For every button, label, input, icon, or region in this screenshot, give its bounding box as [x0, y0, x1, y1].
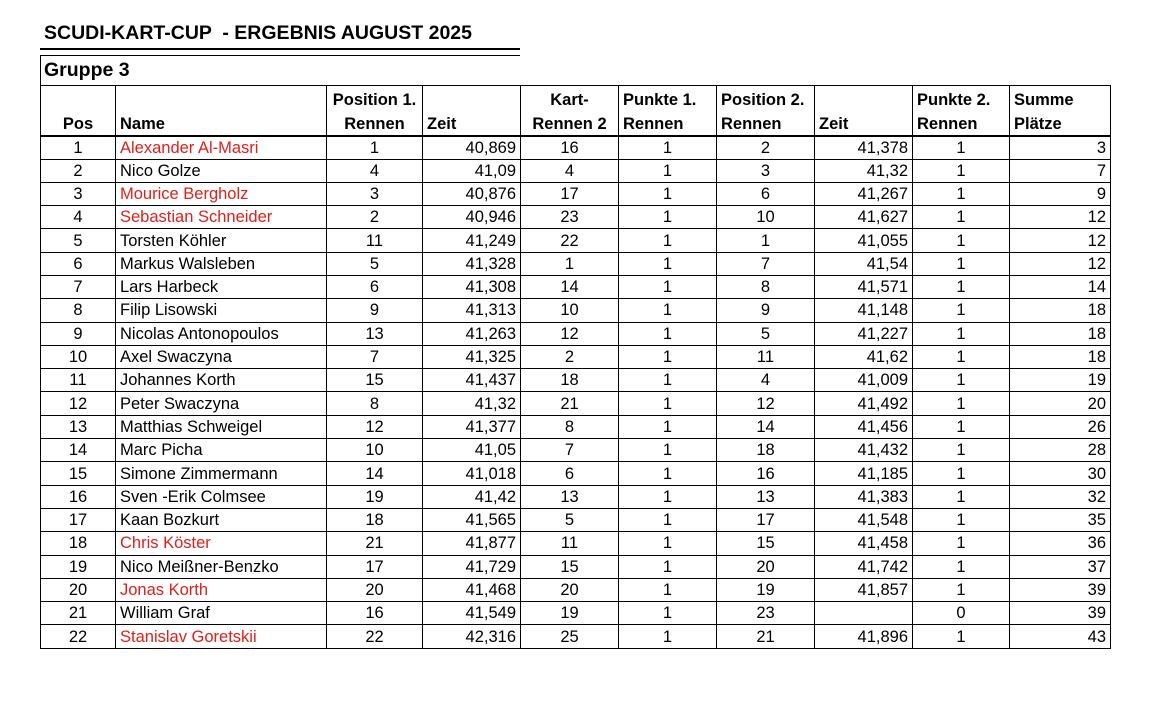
cell-position-race1: 11 — [327, 229, 423, 252]
cell-pos: 20 — [41, 578, 116, 601]
cell-points-race2: 1 — [913, 182, 1010, 205]
table-row — [41, 345, 1111, 368]
cell-pos: 9 — [41, 322, 116, 345]
cell-position-race2: 1 — [717, 229, 815, 252]
cell-points-race2: 1 — [913, 555, 1010, 578]
cell-position-race2: 23 — [717, 602, 815, 625]
cell-time-race2: 41,456 — [815, 415, 913, 438]
cell-name: Mourice Bergholz — [116, 182, 327, 205]
cell-time-race1: 41,018 — [423, 462, 521, 485]
table-row — [41, 532, 1111, 555]
cell-name: Sebastian Schneider — [116, 206, 327, 229]
cell-pos: 18 — [41, 532, 116, 555]
cell-kart-race2: 4 — [521, 159, 619, 182]
table-row — [41, 182, 1111, 205]
cell-position-race1: 12 — [327, 415, 423, 438]
cell-name: Matthias Schweigel — [116, 415, 327, 438]
cell-name: Marc Picha — [116, 439, 327, 462]
cell-time-race1: 41,05 — [423, 439, 521, 462]
cell-kart-race2: 12 — [521, 322, 619, 345]
cell-points-race1: 1 — [619, 159, 717, 182]
cell-points-race2: 1 — [913, 439, 1010, 462]
cell-name: Jonas Korth — [116, 578, 327, 601]
cell-time-race1: 41,42 — [423, 485, 521, 508]
table-row — [41, 299, 1111, 322]
cell-time-race1: 40,876 — [423, 182, 521, 205]
cell-points-race1: 1 — [619, 578, 717, 601]
cell-position-race2: 3 — [717, 159, 815, 182]
cell-position-race2: 18 — [717, 439, 815, 462]
cell-name: Alexander Al-Masri — [116, 136, 327, 160]
cell-position-race1: 16 — [327, 602, 423, 625]
cell-time-race2: 41,54 — [815, 252, 913, 275]
cell-position-race2: 8 — [717, 275, 815, 298]
cell-time-race2: 41,857 — [815, 578, 913, 601]
cell-kart-race2: 14 — [521, 275, 619, 298]
cell-time-race2: 41,627 — [815, 206, 913, 229]
cell-sum-places: 35 — [1010, 508, 1111, 531]
cell-sum-places: 14 — [1010, 275, 1111, 298]
cell-kart-race2: 8 — [521, 415, 619, 438]
cell-points-race1: 1 — [619, 252, 717, 275]
cell-pos: 6 — [41, 252, 116, 275]
cell-time-race1: 41,263 — [423, 322, 521, 345]
cell-position-race1: 4 — [327, 159, 423, 182]
table-row — [41, 322, 1111, 345]
cell-points-race2: 1 — [913, 229, 1010, 252]
cell-kart-race2: 2 — [521, 345, 619, 368]
cell-kart-race2: 20 — [521, 578, 619, 601]
cell-points-race2: 1 — [913, 625, 1010, 648]
table-row — [41, 602, 1111, 625]
cell-name: Filip Lisowski — [116, 299, 327, 322]
cell-sum-places: 30 — [1010, 462, 1111, 485]
cell-points-race2: 1 — [913, 206, 1010, 229]
cell-position-race1: 20 — [327, 578, 423, 601]
cell-points-race1: 1 — [619, 392, 717, 415]
cell-pos: 22 — [41, 625, 116, 648]
cell-name: Johannes Korth — [116, 369, 327, 392]
group-label: Gruppe 3 — [40, 55, 520, 85]
cell-kart-race2: 5 — [521, 508, 619, 531]
cell-position-race2: 9 — [717, 299, 815, 322]
cell-sum-places: 37 — [1010, 555, 1111, 578]
header-punkte2: Rennen — [913, 111, 1010, 136]
cell-points-race2: 1 — [913, 578, 1010, 601]
cell-pos: 17 — [41, 508, 116, 531]
cell-time-race2: 41,896 — [815, 625, 913, 648]
table-row — [41, 508, 1111, 531]
cell-kart-race2: 7 — [521, 439, 619, 462]
table-row — [41, 462, 1111, 485]
cell-sum-places: 20 — [1010, 392, 1111, 415]
cell-name: Lars Harbeck — [116, 275, 327, 298]
cell-name: Torsten Köhler — [116, 229, 327, 252]
cell-kart-race2: 19 — [521, 602, 619, 625]
cell-pos: 11 — [41, 369, 116, 392]
cell-position-race1: 5 — [327, 252, 423, 275]
cell-position-race1: 2 — [327, 206, 423, 229]
cell-name: Axel Swaczyna — [116, 345, 327, 368]
table-row — [41, 206, 1111, 229]
table-row — [41, 415, 1111, 438]
cell-position-race2: 7 — [717, 252, 815, 275]
cell-name: Kaan Bozkurt — [116, 508, 327, 531]
cell-position-race2: 16 — [717, 462, 815, 485]
cell-points-race2: 1 — [913, 462, 1010, 485]
cell-time-race1: 41,437 — [423, 369, 521, 392]
cell-time-race1: 42,316 — [423, 625, 521, 648]
cell-pos: 19 — [41, 555, 116, 578]
cell-time-race1: 41,09 — [423, 159, 521, 182]
cell-kart-race2: 21 — [521, 392, 619, 415]
cell-points-race1: 1 — [619, 508, 717, 531]
results-table — [40, 85, 1111, 649]
cell-time-race1: 41,328 — [423, 252, 521, 275]
cell-points-race1: 1 — [619, 602, 717, 625]
cell-kart-race2: 1 — [521, 252, 619, 275]
cell-sum-places: 9 — [1010, 182, 1111, 205]
cell-time-race2: 41,432 — [815, 439, 913, 462]
header-zeit1: Zeit — [423, 111, 521, 136]
cell-points-race2: 1 — [913, 485, 1010, 508]
header-pos-top — [41, 86, 116, 111]
cell-pos: 7 — [41, 275, 116, 298]
cell-kart-race2: 15 — [521, 555, 619, 578]
cell-points-race1: 1 — [619, 415, 717, 438]
header-name-top — [116, 86, 327, 111]
cell-time-race1: 41,729 — [423, 555, 521, 578]
cell-time-race1: 41,325 — [423, 345, 521, 368]
cell-position-race2: 5 — [717, 322, 815, 345]
cell-position-race1: 9 — [327, 299, 423, 322]
cell-name: Peter Swaczyna — [116, 392, 327, 415]
cell-points-race2: 1 — [913, 532, 1010, 555]
cell-kart-race2: 25 — [521, 625, 619, 648]
cell-points-race1: 1 — [619, 555, 717, 578]
cell-position-race2: 14 — [717, 415, 815, 438]
cell-time-race1: 40,869 — [423, 136, 521, 160]
cell-time-race2: 41,492 — [815, 392, 913, 415]
header-punkte1-top: Punkte 1. — [619, 86, 717, 111]
cell-kart-race2: 18 — [521, 369, 619, 392]
cell-name: Markus Walsleben — [116, 252, 327, 275]
cell-time-race2: 41,383 — [815, 485, 913, 508]
cell-points-race2: 1 — [913, 252, 1010, 275]
cell-position-race1: 15 — [327, 369, 423, 392]
cell-points-race2: 1 — [913, 392, 1010, 415]
cell-name: Sven -Erik Colmsee — [116, 485, 327, 508]
page-title: SCUDI-KART-CUP - ERGEBNIS AUGUST 2025 — [40, 20, 520, 50]
cell-time-race2: 41,571 — [815, 275, 913, 298]
cell-pos: 13 — [41, 415, 116, 438]
cell-points-race1: 1 — [619, 229, 717, 252]
cell-time-race1: 41,32 — [423, 392, 521, 415]
table-row — [41, 439, 1111, 462]
cell-kart-race2: 10 — [521, 299, 619, 322]
cell-position-race2: 13 — [717, 485, 815, 508]
cell-sum-places: 12 — [1010, 206, 1111, 229]
cell-points-race1: 1 — [619, 462, 717, 485]
cell-points-race1: 1 — [619, 485, 717, 508]
header-kart2-top: Kart- — [521, 86, 619, 111]
cell-points-race1: 1 — [619, 299, 717, 322]
cell-name: Nico Golze — [116, 159, 327, 182]
cell-name: Simone Zimmermann — [116, 462, 327, 485]
header-name: Name — [116, 111, 327, 136]
cell-kart-race2: 22 — [521, 229, 619, 252]
cell-time-race2: 41,32 — [815, 159, 913, 182]
cell-points-race1: 1 — [619, 625, 717, 648]
cell-time-race1: 41,308 — [423, 275, 521, 298]
cell-position-race1: 7 — [327, 345, 423, 368]
cell-kart-race2: 16 — [521, 136, 619, 160]
table-body — [41, 136, 1111, 649]
cell-points-race1: 1 — [619, 322, 717, 345]
cell-time-race2: 41,227 — [815, 322, 913, 345]
header-pos2: Rennen — [717, 111, 815, 136]
cell-sum-places: 43 — [1010, 625, 1111, 648]
header-zeit2-top — [815, 86, 913, 111]
cell-pos: 2 — [41, 159, 116, 182]
table-row — [41, 392, 1111, 415]
cell-pos: 8 — [41, 299, 116, 322]
cell-points-race2: 1 — [913, 136, 1010, 160]
cell-position-race1: 18 — [327, 508, 423, 531]
cell-time-race2: 41,62 — [815, 345, 913, 368]
cell-time-race2: 41,548 — [815, 508, 913, 531]
cell-time-race1: 41,377 — [423, 415, 521, 438]
cell-sum-places: 3 — [1010, 136, 1111, 160]
cell-points-race2: 1 — [913, 345, 1010, 368]
cell-position-race2: 15 — [717, 532, 815, 555]
table-header — [41, 86, 1111, 136]
cell-kart-race2: 17 — [521, 182, 619, 205]
cell-points-race2: 1 — [913, 322, 1010, 345]
cell-time-race1: 41,249 — [423, 229, 521, 252]
cell-name: Stanislav Goretskii — [116, 625, 327, 648]
cell-position-race2: 2 — [717, 136, 815, 160]
cell-points-race1: 1 — [619, 275, 717, 298]
cell-sum-places: 7 — [1010, 159, 1111, 182]
table-row — [41, 229, 1111, 252]
cell-time-race2: 41,185 — [815, 462, 913, 485]
table-row — [41, 275, 1111, 298]
cell-points-race2: 1 — [913, 299, 1010, 322]
cell-sum-places: 12 — [1010, 252, 1111, 275]
table-row — [41, 555, 1111, 578]
header-kart2: Rennen 2 — [521, 111, 619, 136]
cell-sum-places: 36 — [1010, 532, 1111, 555]
cell-time-race2: 41,267 — [815, 182, 913, 205]
cell-position-race2: 21 — [717, 625, 815, 648]
cell-name: Nicolas Antonopoulos — [116, 322, 327, 345]
cell-points-race1: 1 — [619, 136, 717, 160]
cell-sum-places: 18 — [1010, 345, 1111, 368]
cell-points-race1: 1 — [619, 439, 717, 462]
header-pos1: Rennen — [327, 111, 423, 136]
cell-points-race2: 1 — [913, 275, 1010, 298]
table-row — [41, 625, 1111, 648]
cell-time-race2: 41,148 — [815, 299, 913, 322]
header-punkte1: Rennen — [619, 111, 717, 136]
cell-position-race1: 19 — [327, 485, 423, 508]
cell-pos: 4 — [41, 206, 116, 229]
cell-kart-race2: 13 — [521, 485, 619, 508]
cell-name: Chris Köster — [116, 532, 327, 555]
cell-points-race2: 1 — [913, 508, 1010, 531]
cell-time-race2: 41,742 — [815, 555, 913, 578]
cell-position-race1: 3 — [327, 182, 423, 205]
header-pos: Pos — [41, 111, 116, 136]
cell-time-race1: 41,565 — [423, 508, 521, 531]
cell-pos: 3 — [41, 182, 116, 205]
header-zeit1-top — [423, 86, 521, 111]
cell-position-race2: 10 — [717, 206, 815, 229]
cell-pos: 10 — [41, 345, 116, 368]
cell-position-race1: 17 — [327, 555, 423, 578]
cell-points-race2: 0 — [913, 602, 1010, 625]
cell-position-race1: 22 — [327, 625, 423, 648]
cell-position-race2: 4 — [717, 369, 815, 392]
cell-time-race1: 40,946 — [423, 206, 521, 229]
cell-position-race2: 6 — [717, 182, 815, 205]
cell-sum-places: 39 — [1010, 602, 1111, 625]
cell-points-race1: 1 — [619, 182, 717, 205]
cell-points-race1: 1 — [619, 532, 717, 555]
table-row — [41, 136, 1111, 160]
cell-position-race1: 6 — [327, 275, 423, 298]
cell-pos: 15 — [41, 462, 116, 485]
cell-position-race1: 14 — [327, 462, 423, 485]
cell-time-race1: 41,313 — [423, 299, 521, 322]
header-pos1-top: Position 1. — [327, 86, 423, 111]
cell-sum-places: 18 — [1010, 299, 1111, 322]
cell-position-race2: 11 — [717, 345, 815, 368]
header-summe-top: Summe — [1010, 86, 1111, 111]
cell-position-race1: 8 — [327, 392, 423, 415]
cell-time-race2: 41,055 — [815, 229, 913, 252]
cell-pos: 14 — [41, 439, 116, 462]
cell-kart-race2: 11 — [521, 532, 619, 555]
cell-time-race2: 41,009 — [815, 369, 913, 392]
header-summe: Plätze — [1010, 111, 1111, 136]
cell-pos: 5 — [41, 229, 116, 252]
cell-kart-race2: 23 — [521, 206, 619, 229]
cell-points-race2: 1 — [913, 159, 1010, 182]
table-row — [41, 485, 1111, 508]
cell-sum-places: 12 — [1010, 229, 1111, 252]
table-row — [41, 578, 1111, 601]
header-punkte2-top: Punkte 2. — [913, 86, 1010, 111]
cell-kart-race2: 6 — [521, 462, 619, 485]
cell-name: William Graf — [116, 602, 327, 625]
cell-sum-places: 18 — [1010, 322, 1111, 345]
cell-time-race1: 41,877 — [423, 532, 521, 555]
cell-sum-places: 32 — [1010, 485, 1111, 508]
cell-position-race1: 10 — [327, 439, 423, 462]
cell-position-race1: 1 — [327, 136, 423, 160]
cell-sum-places: 39 — [1010, 578, 1111, 601]
table-row — [41, 159, 1111, 182]
cell-position-race2: 19 — [717, 578, 815, 601]
cell-points-race2: 1 — [913, 369, 1010, 392]
cell-time-race2 — [815, 602, 913, 625]
cell-sum-places: 19 — [1010, 369, 1111, 392]
cell-points-race1: 1 — [619, 369, 717, 392]
cell-points-race1: 1 — [619, 206, 717, 229]
cell-time-race1: 41,549 — [423, 602, 521, 625]
header-zeit2: Zeit — [815, 111, 913, 136]
cell-pos: 12 — [41, 392, 116, 415]
cell-time-race1: 41,468 — [423, 578, 521, 601]
cell-pos: 21 — [41, 602, 116, 625]
table-row — [41, 252, 1111, 275]
cell-pos: 1 — [41, 136, 116, 160]
cell-position-race1: 21 — [327, 532, 423, 555]
cell-points-race2: 1 — [913, 415, 1010, 438]
cell-name: Nico Meißner-Benzko — [116, 555, 327, 578]
cell-points-race1: 1 — [619, 345, 717, 368]
table-row — [41, 369, 1111, 392]
cell-sum-places: 28 — [1010, 439, 1111, 462]
cell-position-race2: 17 — [717, 508, 815, 531]
cell-sum-places: 26 — [1010, 415, 1111, 438]
cell-time-race2: 41,378 — [815, 136, 913, 160]
cell-pos: 16 — [41, 485, 116, 508]
cell-position-race2: 12 — [717, 392, 815, 415]
cell-position-race2: 20 — [717, 555, 815, 578]
header-pos2-top: Position 2. — [717, 86, 815, 111]
cell-position-race1: 13 — [327, 322, 423, 345]
cell-time-race2: 41,458 — [815, 532, 913, 555]
